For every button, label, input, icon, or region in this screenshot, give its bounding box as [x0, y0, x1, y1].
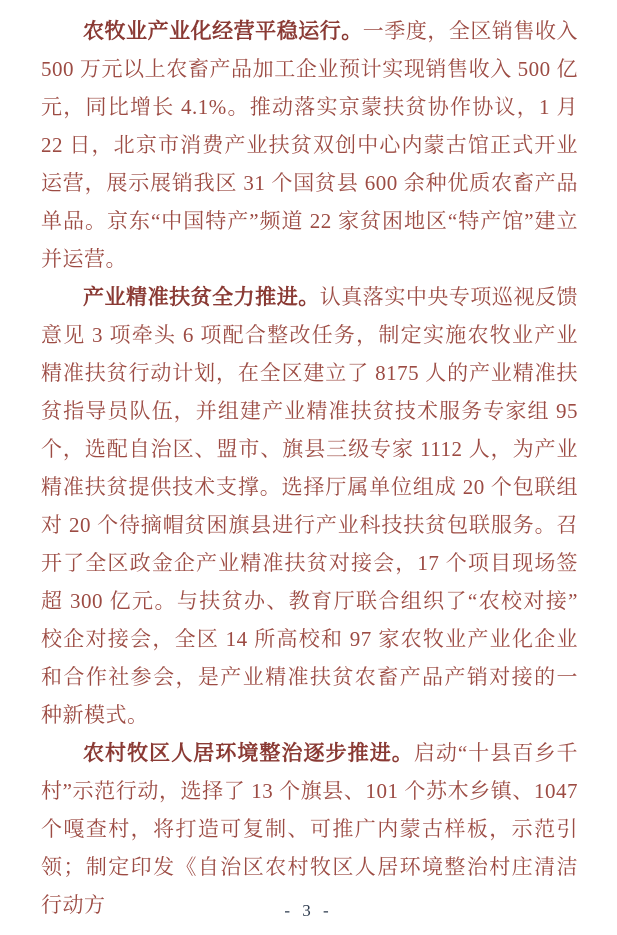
- paragraph-lead: 农村牧区人居环境整治逐步推进。: [83, 741, 414, 765]
- paragraph-body: 一季度，全区销售收入 500 万元以上农畜产品加工企业预计实现销售收入 500 亿元，同比增长 4.1%。推动落实京蒙扶贫协作协议，1 月 22 日，北京市消费产业扶贫双创中心内蒙古馆正式开业运营，展示展销我区 31 个国贫县 600 余种优质农畜产品单品。京东“中国特产”频道 22 家贫困地区“特产馆”建立并运营。: [41, 19, 579, 271]
- document-body: [41, 12, 578, 924]
- paragraph-lead: 农牧业产业化经营平稳运行。: [83, 19, 363, 43]
- paragraph: [41, 12, 578, 278]
- page-number: - 3 -: [284, 901, 333, 920]
- paragraph: [41, 278, 578, 734]
- paragraph-lead: 产业精准扶贫全力推进。: [83, 285, 320, 309]
- paragraph-body: 启动“十县百乡千村”示范行动，选择了 13 个旗县、101 个苏木乡镇、1047 个嘎查村，将打造可复制、可推广内蒙古样板，示范引领；制定印发《自治区农村牧区人居环境整治村庄清洁行动方: [41, 741, 579, 917]
- paragraph: [41, 734, 578, 924]
- paragraph-body: 认真落实中央专项巡视反馈意见 3 项牵头 6 项配合整改任务，制定实施农牧业产业精准扶贫行动计划，在全区建立了 8175 人的产业精准扶贫指导员队伍，并组建产业精准扶贫技术服务专家组 95 个，选配自治区、盟市、旗县三级专家 1112 人，为产业精准扶贫提供技术支撑。选择厅属单位组成 20 个包联组对 20 个待摘帽贫困旗县进行产业科技扶贫包联服务。召开了全区政金企产业精准扶贫对接会，17 个项目现场签超 300 亿元。与扶贫办、教育厅联合组织了“农校对接”校企对接会，全区 14 所高校和 97 家农牧业产业化企业和合作社参会，是产业精准扶贫农畜产品产销对接的一种新模式。: [41, 285, 578, 727]
